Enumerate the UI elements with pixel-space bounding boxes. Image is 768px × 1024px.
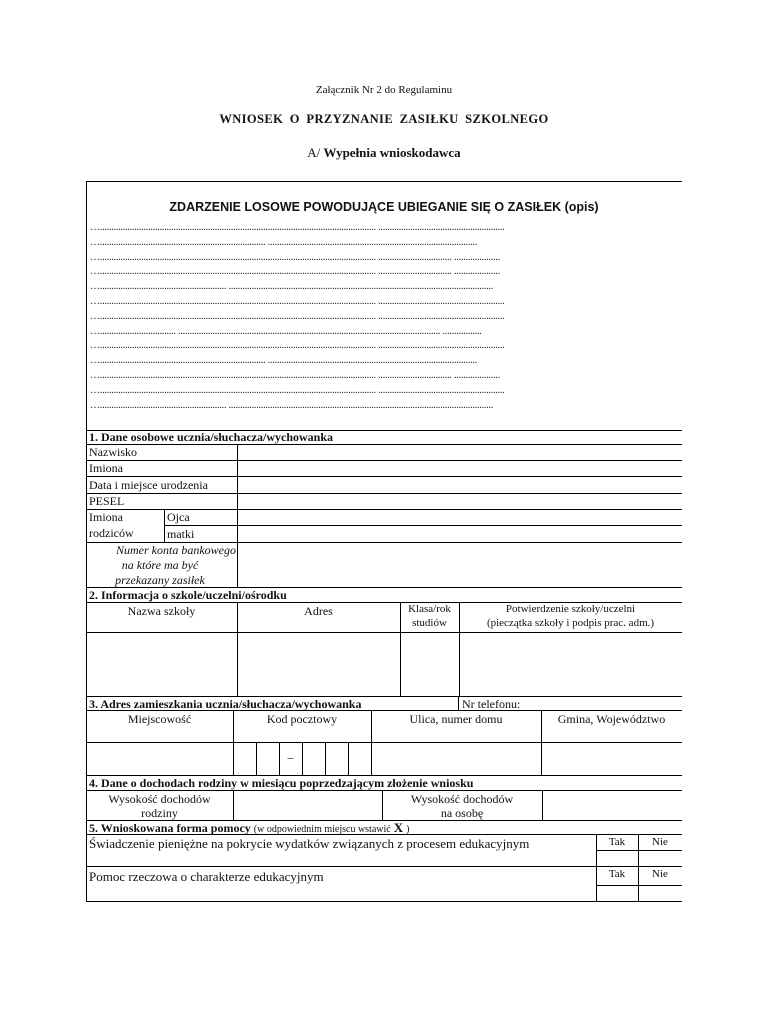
section2-title: 2. Informacja o szkole/uczelni/ośrodku <box>89 588 287 602</box>
description-line[interactable]: …........................................................................ ........................................................................................... <box>90 237 478 248</box>
col-school-name: Nazwa szkoły <box>127 604 196 618</box>
description-line[interactable]: …........................................................................................................................ ................................ .................... <box>90 267 501 278</box>
label-parents: Imiona <box>89 510 123 524</box>
section5-title-row <box>89 821 409 837</box>
form-title: WNIOSEK O PRZYZNANIE ZASIŁKU SZKOLNEGO <box>219 112 549 126</box>
subtitle-bold: Wypełnia wnioskodawca <box>323 145 461 160</box>
col-confirmation-2: (pieczątka szkoły i podpis prac. adm.) <box>486 617 655 629</box>
option-material-label: Pomoc rzeczowa o charakterze edukacyjnym <box>89 869 324 884</box>
postal-digit-2[interactable] <box>257 743 278 774</box>
region-field[interactable] <box>542 743 681 774</box>
section5-hint-end: ) <box>406 824 410 835</box>
city-field[interactable] <box>87 743 232 774</box>
label-per-person-income-2: na osobę <box>440 806 484 820</box>
description-line[interactable]: …........................................................................................................................ ....................................................... <box>90 311 505 322</box>
col-region: Gmina, Województwo <box>557 712 666 726</box>
form-subtitle <box>0 145 768 161</box>
label-account-1: Numer konta bankowego <box>116 543 236 557</box>
label-family-income-2: rodziny <box>141 806 178 820</box>
option-material-no-label: Nie <box>652 868 668 880</box>
label-first-names: Imiona <box>89 461 123 475</box>
school-address-field[interactable] <box>238 633 399 695</box>
postal-digit-4[interactable] <box>326 743 347 774</box>
label-account-3: przekazany zasiłek <box>115 573 205 587</box>
school-name-field[interactable] <box>87 633 236 695</box>
family-income-field[interactable] <box>234 791 381 819</box>
postal-digit-3[interactable] <box>303 743 324 774</box>
phone-field[interactable] <box>530 697 680 709</box>
section5-title: 5. Wnioskowana forma pomocy <box>89 821 251 835</box>
col-class: Klasa/rok <box>408 603 451 615</box>
option-cash-no-label: Nie <box>652 836 668 848</box>
option-cash-yes-box[interactable] <box>597 851 637 865</box>
label-per-person-income: Wysokość dochodów <box>410 792 514 806</box>
phone-label: Nr telefonu: <box>462 697 521 711</box>
section1-title: 1. Dane osobowe ucznia/słuchacza/wychowanka <box>89 430 334 444</box>
option-material-yes-box[interactable] <box>597 886 637 901</box>
option-material-yes-label: Tak <box>608 868 626 880</box>
divider <box>86 866 682 867</box>
label-parents-2: rodziców <box>89 526 134 540</box>
label-surname: Nazwisko <box>89 445 137 459</box>
description-line[interactable]: …........................................................................................................................ ................................ .................... <box>90 252 501 263</box>
divider <box>164 509 165 542</box>
col-street: Ulica, numer domu <box>409 712 503 726</box>
description-line[interactable]: …........................................................................................................................ ....................................................... <box>90 223 505 233</box>
surname-field[interactable] <box>238 445 681 459</box>
street-field[interactable] <box>372 743 540 774</box>
col-class-2: studiów <box>412 617 447 629</box>
account-number-field[interactable] <box>238 543 681 586</box>
first-names-field[interactable] <box>238 461 681 475</box>
postal-digit-1[interactable] <box>234 743 255 774</box>
label-birth: Data i miejsce urodzenia <box>89 478 208 492</box>
section4-title: 4. Dane o dochodach rodziny w miesiącu poprzedzającym złożenie wniosku <box>89 776 474 790</box>
section3-title: 3. Adres zamieszkania ucznia/słuchacza/wychowanka <box>89 697 362 711</box>
label-father: Ojca <box>167 510 190 524</box>
annex-label: Załącznik Nr 2 do Regulaminu <box>315 84 453 96</box>
description-line[interactable]: …........................................................................................................................ ....................................................... <box>90 341 505 352</box>
father-name-field[interactable] <box>238 510 681 524</box>
label-account-2: na które ma być <box>121 558 199 572</box>
option-cash-label: Świadczenie pieniężne na pokrycie wydatków związanych z procesem edukacyjnym <box>89 836 530 851</box>
section5-mark: X <box>393 820 404 835</box>
description-line[interactable]: …................................. .................................................................................................................. ................. <box>90 326 482 337</box>
class-field[interactable] <box>401 633 458 695</box>
description-line[interactable]: …........................................................................................................................ ................................ .................... <box>90 371 501 381</box>
school-confirmation-field[interactable] <box>460 633 681 695</box>
label-pesel: PESEL <box>89 494 125 508</box>
event-title: ZDARZENIE LOSOWE POWODUJĄCE UBIEGANIE SIĘ O ZASIŁEK (opis) <box>169 200 599 214</box>
pesel-field[interactable] <box>238 494 681 508</box>
label-mother: matki <box>167 527 195 541</box>
description-line[interactable]: …........................................................................................................................ ....................................................... <box>90 385 505 396</box>
per-person-income-field[interactable] <box>543 791 681 819</box>
description-line[interactable]: …....................................................... ................................................................................................................... <box>90 400 494 411</box>
col-postal: Kod pocztowy <box>266 712 338 726</box>
description-line[interactable]: …........................................................................ ........................................................................................... <box>90 356 478 367</box>
col-confirmation: Potwierdzenie szkoły/uczelni <box>505 603 636 615</box>
col-school-address: Adres <box>304 604 333 618</box>
mother-name-field[interactable] <box>238 526 681 541</box>
birth-field[interactable] <box>238 477 681 492</box>
postal-digit-5[interactable] <box>349 743 370 774</box>
label-family-income: Wysokość dochodów <box>108 792 211 806</box>
description-line[interactable]: …........................................................................................................................ ....................................................... <box>90 297 505 307</box>
option-material-no-box[interactable] <box>639 886 681 901</box>
postal-dash: – <box>287 750 294 764</box>
section5-hint: (w odpowiednim miejscu wstawić <box>253 824 391 835</box>
description-line[interactable]: …....................................................... ................................................................................................................... <box>90 282 494 293</box>
option-cash-no-box[interactable] <box>639 851 681 865</box>
subtitle-prefix: A/ <box>307 145 321 160</box>
option-cash-yes-label: Tak <box>608 836 626 848</box>
col-city: Miejscowość <box>127 712 192 726</box>
divider <box>458 696 459 710</box>
